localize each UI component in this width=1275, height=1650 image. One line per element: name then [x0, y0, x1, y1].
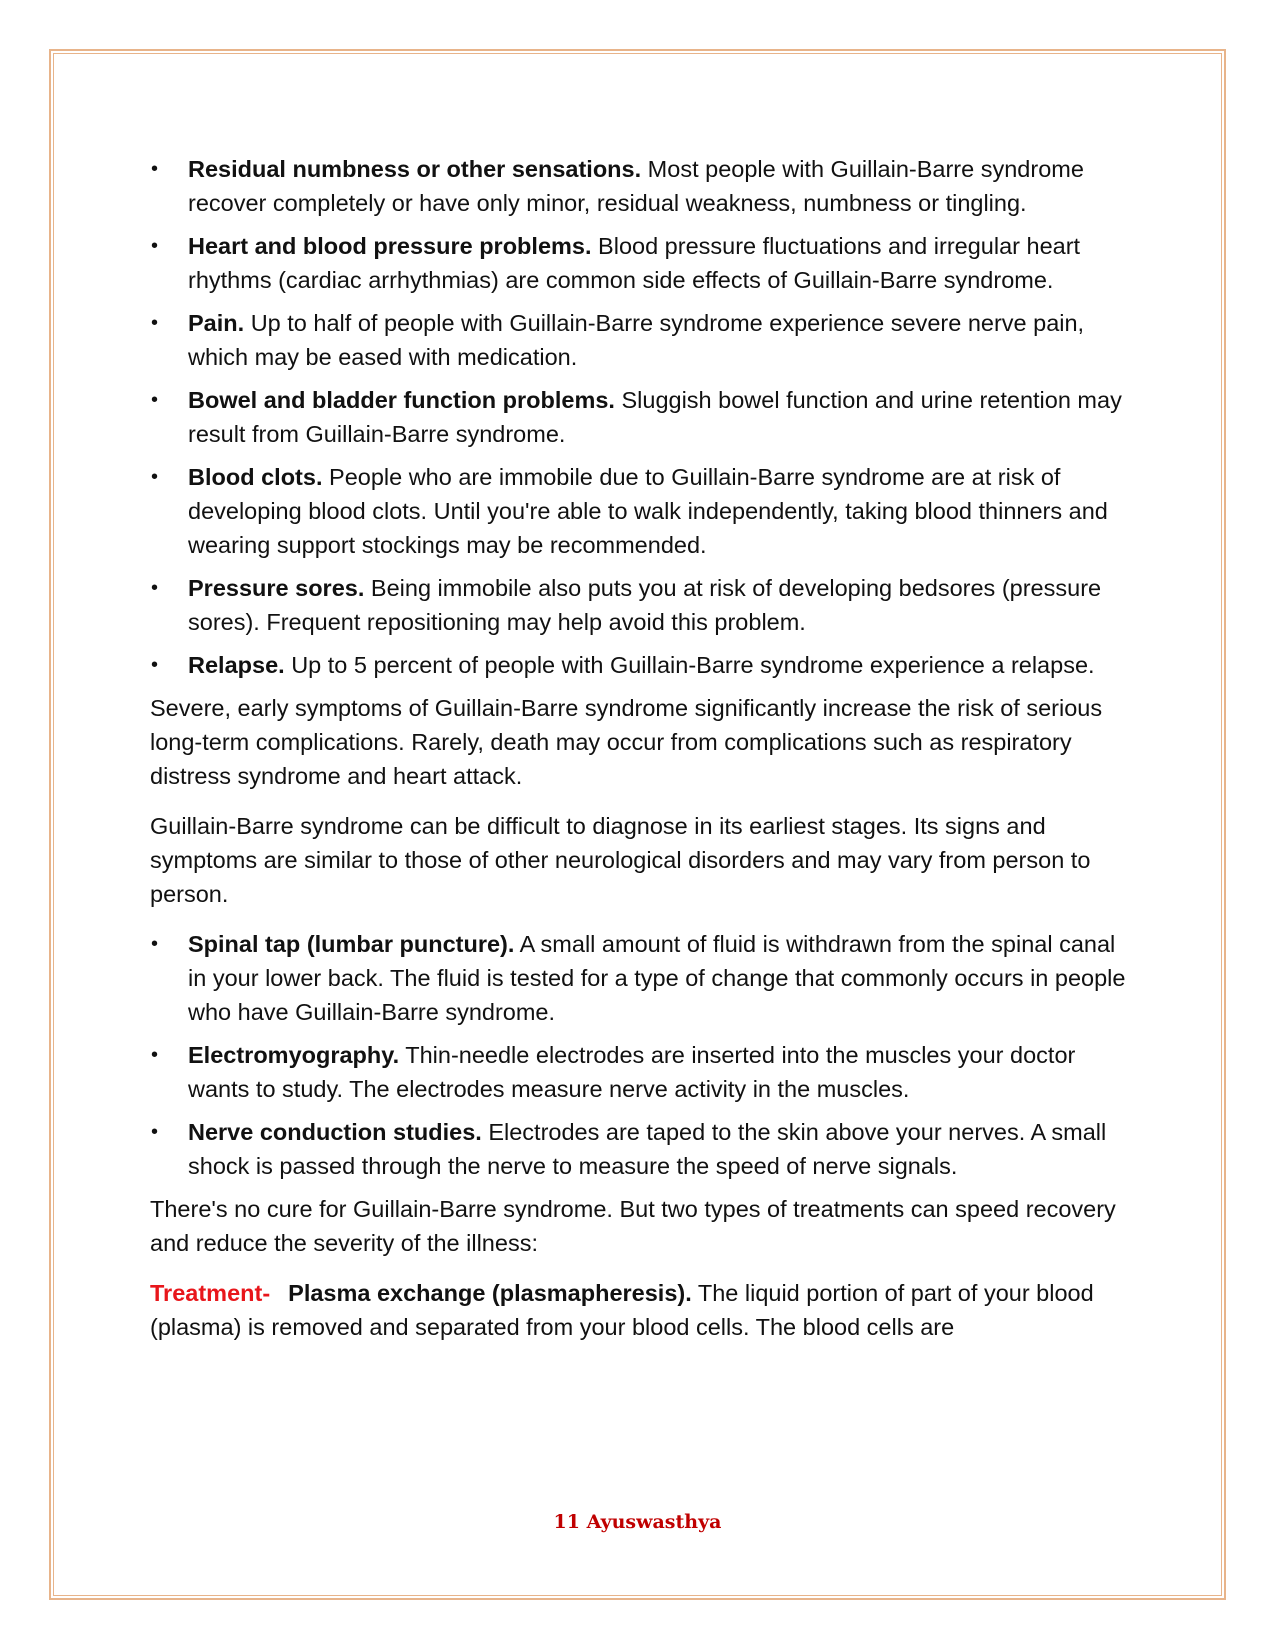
item-title: Bowel and bladder function problems. [188, 387, 615, 413]
bullet-icon: • [151, 466, 159, 488]
bullet-icon: • [151, 933, 159, 955]
list-item [150, 229, 1130, 297]
bullet-icon: • [151, 654, 159, 676]
item-text: Thin-needle electrodes are inserted into the muscles your doctor wants to study. The electrodes measure nerve activity in the muscles. [188, 1042, 1076, 1102]
item-title: Relapse. [188, 652, 285, 678]
item-text: Sluggish bowel function and urine retention may result from Guillain-Barre syndrome. [188, 387, 1122, 447]
item-title: Spinal tap (lumbar puncture). [188, 931, 515, 957]
item-text: Up to 5 percent of people with Guillain-Barre syndrome experience a relapse. [284, 652, 1095, 678]
list-item [150, 571, 1130, 639]
bullet-icon: • [151, 1121, 159, 1143]
tests-list [150, 927, 1130, 1183]
item-title: Blood clots. [188, 464, 323, 490]
list-item [150, 152, 1130, 220]
page-content [150, 152, 1130, 1360]
list-item [150, 927, 1130, 1029]
bullet-icon: • [151, 235, 159, 257]
item-text: A small amount of fluid is withdrawn from the spinal canal in your lower back. The fluid is tested for a type of change that commonly occurs in people who have Guillain-Barre syndrome. [188, 931, 1126, 1025]
item-title: Pain. [188, 310, 245, 336]
page-footer: 11 Ayuswasthya [553, 1511, 722, 1533]
bullet-icon: • [151, 1044, 159, 1066]
bullet-icon: • [151, 389, 159, 411]
item-text: Blood pressure fluctuations and irregular heart rhythms (cardiac arrhythmias) are common side effects of Guillain-Barre syndrome. [188, 233, 1081, 293]
bullet-icon: • [151, 158, 159, 180]
item-title: Pressure sores. [188, 575, 365, 601]
list-item [150, 460, 1130, 562]
bullet-icon: • [151, 577, 159, 599]
list-item [150, 306, 1130, 374]
item-title: Residual numbness or other sensations. [188, 156, 642, 182]
severe-paragraph: Severe, early symptoms of Guillain-Barre syndrome significantly increase the risk of serious long-term complications. Rarely, death may occur from complications such as respiratory distress syndrome and heart attack. [150, 695, 1103, 789]
list-item [150, 383, 1130, 451]
item-title: Nerve conduction studies. [188, 1119, 482, 1145]
item-text: Most people with Guillain-Barre syndrome recover completely or have only minor, residual weakness, numbness or tingling. [188, 156, 1084, 216]
list-item [150, 1038, 1130, 1106]
complications-list [150, 152, 1130, 682]
item-text: People who are immobile due to Guillain-Barre syndrome are at risk of developing blood clots. Until you're able to walk independently, taking blood thinners and wearing support stockings may be recommended. [188, 464, 1108, 558]
item-text: Up to half of people with Guillain-Barre syndrome experience severe nerve pain, which may be eased with medication. [188, 310, 1085, 370]
treatment-title: Plasma exchange (plasmapheresis). [288, 1280, 692, 1306]
list-item [150, 1115, 1130, 1183]
item-text: Electrodes are taped to the skin above your nerves. A small shock is passed through the nerve to measure the speed of nerve signals. [188, 1119, 1107, 1179]
diagnosis-paragraph: Guillain-Barre syndrome can be difficult to diagnose in its earliest stages. Its signs and symptoms are similar to those of other neurological disorders and may vary from person to person. [150, 813, 1091, 907]
treatment-paragraph [150, 1276, 1130, 1344]
list-item [150, 648, 1130, 682]
item-title: Heart and blood pressure problems. [188, 233, 592, 259]
cure-paragraph: There's no cure for Guillain-Barre syndrome. But two types of treatments can speed recovery and reduce the severity of the illness: [150, 1196, 1116, 1256]
bullet-icon: • [151, 312, 159, 334]
treatment-text: The liquid portion of part of your blood (plasma) is removed and separated from your blood cells. The blood cells are [150, 1280, 1094, 1340]
item-text: Being immobile also puts you at risk of developing bedsores (pressure sores). Frequent repositioning may help avoid this problem. [188, 575, 1102, 635]
treatment-label: Treatment- [150, 1280, 271, 1306]
item-title: Electromyography. [188, 1042, 400, 1068]
